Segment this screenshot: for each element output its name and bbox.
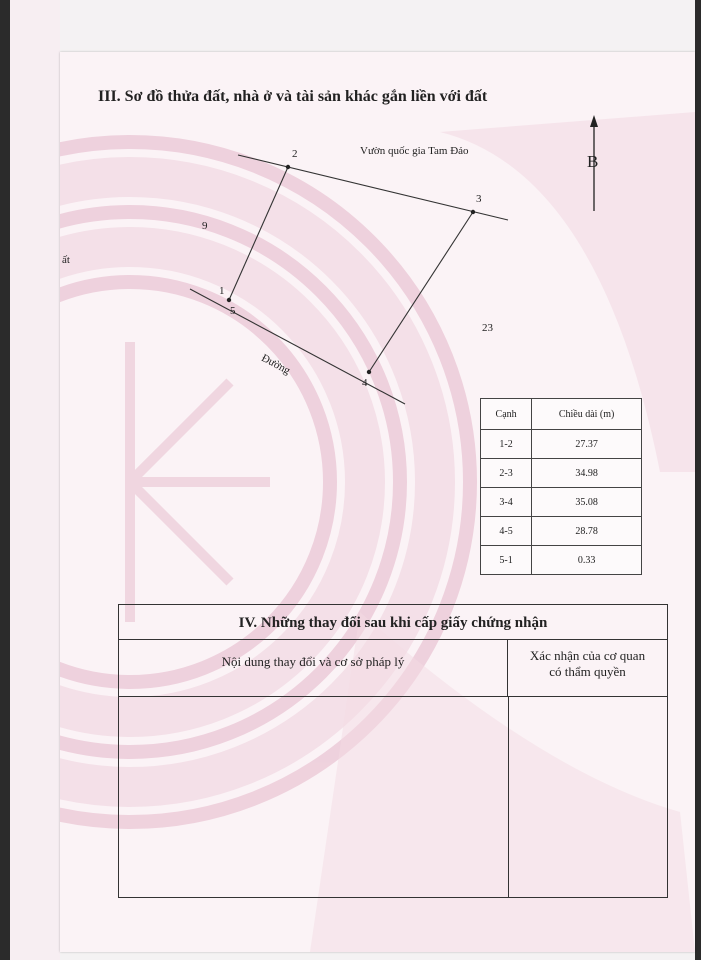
point-4-label: 4 (362, 377, 368, 389)
table-header-row (481, 399, 642, 430)
edge-lengths-table (480, 398, 642, 575)
header-length: Chiều dài (m) (532, 399, 642, 430)
point-3-marker (471, 210, 475, 214)
table-row (481, 488, 642, 517)
neighbor-parcel-23-label: 23 (482, 322, 493, 334)
point-3-label: 3 (476, 193, 482, 205)
point-1-marker (227, 298, 231, 302)
point-1-label: 1 (219, 285, 225, 297)
changes-header-row (119, 640, 667, 697)
edge-cell: 2-3 (481, 459, 532, 488)
changes-table (118, 604, 668, 898)
edge-3-4 (369, 212, 473, 372)
table-row (481, 430, 642, 459)
road-boundary-line (190, 289, 405, 404)
changes-body-row (119, 697, 667, 897)
point-2-label: 2 (292, 148, 298, 160)
neighbor-left-cut-label: ất (62, 254, 70, 266)
road-label: Đường (259, 352, 293, 378)
length-cell: 34.98 (532, 459, 642, 488)
length-cell: 35.08 (532, 488, 642, 517)
authority-confirmation-cell (509, 697, 667, 897)
neighbor-top-label: Vườn quốc gia Tam Đảo (360, 145, 469, 157)
edge-cell: 3-4 (481, 488, 532, 517)
table-row (481, 546, 642, 575)
change-content-header: Nội dung thay đổi và cơ sở pháp lý (119, 640, 508, 696)
point-5-label: 5 (230, 305, 236, 317)
edge-cell: 5-1 (481, 546, 532, 575)
table-row (481, 517, 642, 546)
edge-1-2 (229, 167, 288, 300)
length-cell: 0.33 (532, 546, 642, 575)
point-4-marker (367, 370, 371, 374)
edge-cell: 1-2 (481, 430, 532, 459)
change-content-cell (119, 697, 509, 897)
neighbor-parcel-9-label: 9 (202, 220, 208, 232)
header-edge: Cạnh (481, 399, 532, 430)
edge-cell: 4-5 (481, 517, 532, 546)
section-3-title: III. Sơ đồ thửa đất, nhà ở và tài sản khác gắn liền với đất (98, 88, 488, 105)
point-2-marker (286, 165, 290, 169)
section-4-title: IV. Những thay đổi sau khi cấp giấy chứng nhận (119, 605, 667, 640)
north-label: B (587, 152, 599, 171)
length-cell: 27.37 (532, 430, 642, 459)
authority-header-line2: có thẩm quyền (549, 664, 626, 679)
authority-header-line1: Xác nhận của cơ quan (529, 648, 646, 663)
table-row (481, 459, 642, 488)
length-cell: 28.78 (532, 517, 642, 546)
authority-confirmation-header (508, 640, 667, 696)
